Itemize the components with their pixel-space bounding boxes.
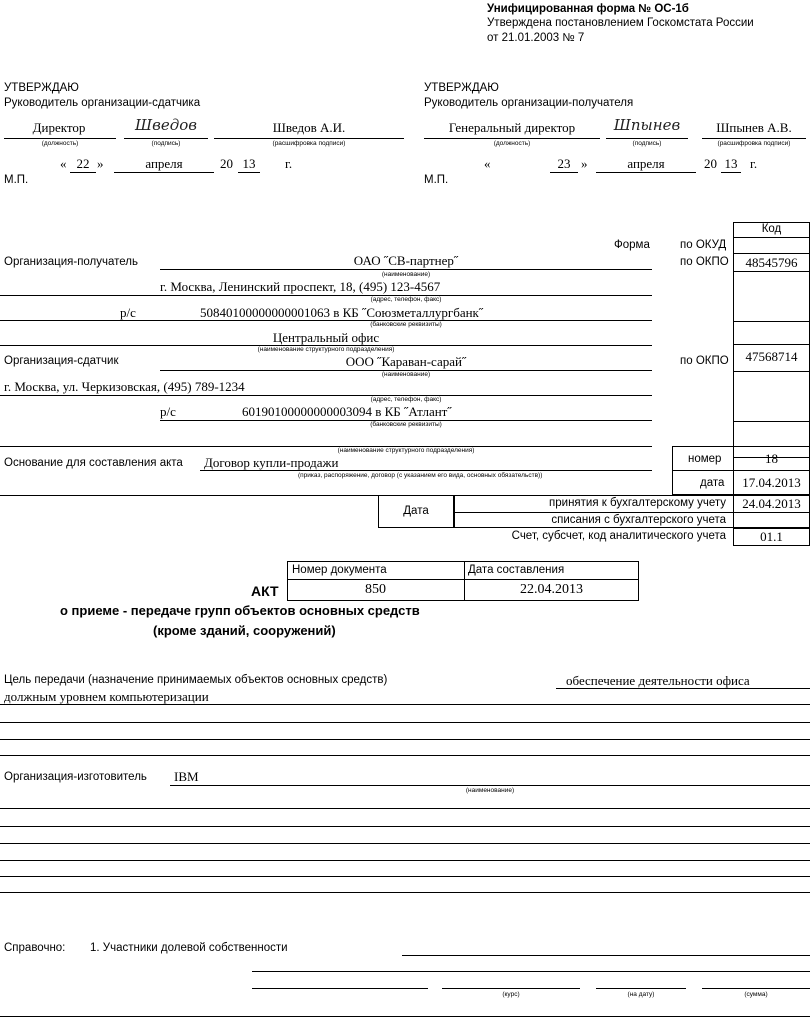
manufacturer-cap: (наименование): [465, 787, 515, 794]
sender-rs-label: р/с: [160, 404, 176, 419]
approve-right-mp: М.П.: [424, 174, 449, 186]
receiver-division: Центральный офис: [272, 330, 380, 345]
year-prefix: 20: [704, 156, 717, 171]
cap-rate: (курс): [502, 991, 520, 998]
approve-left-name: Шведов А.И.: [272, 120, 346, 135]
accept-value: 24.04.2013: [742, 496, 801, 511]
sender-address: г. Москва, ул. Черкизовская, (495) 789-1234: [4, 379, 245, 394]
cap-signature: (подпись): [632, 140, 662, 147]
reference-item: 1. Участники долевой собственности: [90, 942, 288, 954]
approve-left-signature: Шведов: [135, 116, 197, 134]
receiver-name: ОАО ˝СВ-партнер˝: [353, 253, 459, 268]
number-label: номер: [688, 453, 722, 465]
approve-left-day: 22: [76, 156, 90, 171]
purpose-value-part2: должным уровнем компьютеризации: [4, 689, 209, 704]
receiver-rs-label: р/с: [120, 305, 136, 320]
cap-position: (должность): [41, 140, 79, 147]
approve-right-position: Генеральный директор: [448, 120, 576, 135]
year-prefix: 20: [220, 156, 233, 171]
doc-number-header: Номер документа: [292, 564, 387, 576]
basis-cap: (приказ, распоряжение, договор (с указанием его вида, основных обязательств)): [298, 472, 543, 479]
cap-address: (адрес, телефон, факс): [370, 296, 442, 303]
form-approved-by: Утверждена постановлением Госкомстата России: [487, 17, 754, 29]
sender-label: Организация-сдатчик: [4, 355, 119, 367]
form-label: Форма: [614, 239, 650, 251]
receiver-address: г. Москва, Ленинский проспект, 18, (495) 123-4567: [160, 279, 441, 294]
cap-sum: (сумма): [744, 991, 768, 998]
approve-left-month: апреля: [145, 156, 183, 171]
cap-address: (адрес, телефон, факс): [370, 396, 442, 403]
sender-name: ООО ˝Караван-сарай˝: [345, 354, 467, 369]
act-title-line1: о приеме - передаче групп объектов основных средств: [60, 603, 420, 618]
date-value: 17.04.2013: [742, 475, 801, 490]
act-title-line2: (кроме зданий, сооружений): [153, 623, 336, 638]
cap-division: (наименование структурного подразделения): [257, 346, 395, 353]
sender-bank: 60190100000000003094 в КБ ˝Атлант˝: [242, 404, 452, 419]
code-header: Код: [761, 223, 782, 235]
cap-name: (расшифровка подписи): [272, 140, 346, 147]
approve-left-year: 13: [242, 156, 256, 171]
cap-signature: (подпись): [151, 140, 181, 147]
approve-right-title: УТВЕРЖДАЮ: [424, 82, 499, 94]
doc-date-header: Дата составления: [468, 564, 565, 576]
okpo-sender-value: 47568714: [745, 349, 798, 364]
cap-division: (наименование структурного подразделения): [337, 447, 475, 454]
writeoff-label: списания с бухгалтерского учета: [551, 514, 726, 526]
okud-label: по ОКУД: [680, 239, 727, 251]
approve-right-month: апреля: [627, 156, 665, 171]
approve-right-name: Шпынев А.В.: [716, 120, 792, 135]
manufacturer-label: Организация-изготовитель: [4, 771, 147, 783]
approve-left-mp: М.П.: [4, 174, 29, 186]
quote-close: »: [581, 156, 588, 171]
manufacturer-value: IBM: [174, 769, 199, 784]
quote-open: «: [60, 156, 67, 171]
account-value: 01.1: [760, 529, 783, 544]
quote-open: «: [484, 156, 491, 171]
okpo-receiver-label: по ОКПО: [680, 256, 729, 268]
approve-left-subtitle: Руководитель организации-сдатчика: [4, 97, 201, 109]
okpo-receiver-value: 48545796: [745, 255, 798, 270]
approve-right-year: 13: [724, 156, 738, 171]
basis-label: Основание для составления акта: [4, 457, 183, 469]
cap-name: (наименование): [381, 371, 431, 378]
doc-date-value: 22.04.2013: [520, 582, 583, 597]
quote-close: »: [97, 156, 104, 171]
cap-name: (расшифровка подписи): [717, 140, 791, 147]
form-approved-date: от 21.01.2003 № 7: [487, 32, 585, 44]
approve-right-day: 23: [557, 156, 571, 171]
basis-value: Договор купли-продажи: [204, 455, 339, 470]
okpo-sender-label: по ОКПО: [680, 355, 729, 367]
accounting-date-label: Дата: [403, 505, 429, 517]
form-name: Унифицированная форма № ОС-1б: [487, 3, 689, 15]
date-label: дата: [700, 477, 725, 489]
cap-bank: (банковские реквизиты): [370, 421, 442, 428]
cap-bank: (банковские реквизиты): [370, 321, 442, 328]
cap-date: (на дату): [627, 991, 655, 998]
approve-right-subtitle: Руководитель организации-получателя: [424, 97, 634, 109]
cap-name: (наименование): [381, 271, 431, 278]
reference-label: Справочно:: [4, 942, 66, 954]
approve-left-position: Директор: [32, 120, 86, 135]
receiver-bank: 50840100000000001063 в КБ ˝Союзметаллургбанк˝: [200, 305, 484, 320]
cap-position: (должность): [493, 140, 531, 147]
account-label: Счет, субсчет, код аналитического учета: [511, 530, 726, 542]
number-value: 18: [765, 451, 778, 466]
year-suffix: г.: [285, 156, 293, 171]
act-label: АКТ: [251, 583, 279, 599]
approve-left-title: УТВЕРЖДАЮ: [4, 82, 79, 94]
accept-label: принятия к бухгалтерскому учету: [549, 497, 726, 509]
year-suffix: г.: [750, 156, 758, 171]
approve-right-signature: Шпынев: [613, 116, 681, 134]
receiver-label: Организация-получатель: [4, 256, 139, 268]
purpose-label: Цель передачи (назначение принимаемых объектов основных средств): [4, 674, 388, 686]
doc-number-value: 850: [365, 582, 386, 597]
purpose-value-part1: обеспечение деятельности офиса: [566, 673, 750, 688]
